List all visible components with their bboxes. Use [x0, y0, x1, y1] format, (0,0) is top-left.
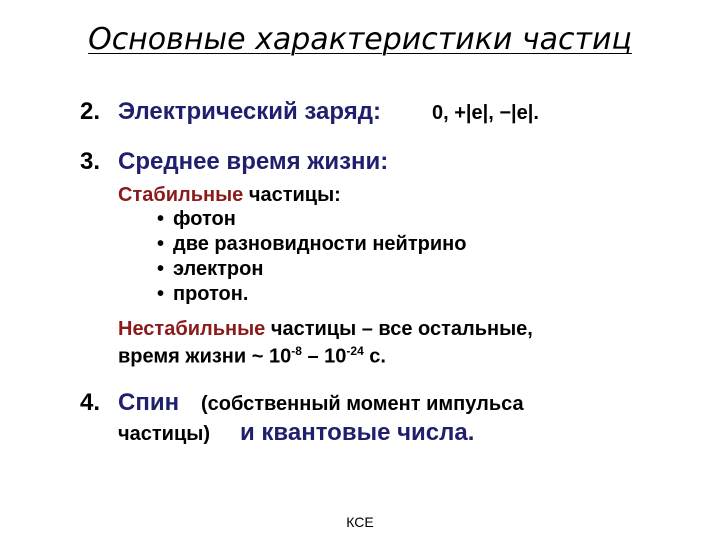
item-4-label: Спин — [118, 389, 180, 416]
spin-note-1: (собственный момент импульса — [201, 393, 524, 415]
stable-rest: частицы: — [243, 184, 341, 206]
exponent-1: -8 — [291, 344, 302, 358]
bullet-dot: • — [157, 233, 165, 255]
unstable-heading — [118, 318, 533, 341]
bullet-dot: • — [157, 258, 165, 280]
quantum-numbers: и квантовые числа. — [240, 419, 475, 446]
time-unit: с. — [363, 345, 386, 368]
exponent-2: -24 — [346, 344, 364, 358]
bullet-dot: • — [157, 208, 165, 230]
item-3-label: Среднее время жизни: — [118, 148, 389, 175]
stable-item: две разновидности нейтрино — [173, 233, 467, 255]
range-dash: – — [301, 345, 325, 368]
lifetime-line — [118, 344, 386, 369]
stable-word: Стабильные — [118, 184, 244, 206]
slide-title: Основные характеристики частиц — [88, 22, 632, 57]
item-4-number: 4. — [80, 389, 101, 416]
stable-heading — [118, 184, 341, 207]
item-2-values: 0, +|e|, −|e|. — [432, 102, 539, 124]
spin-note-2: частицы) — [118, 423, 210, 445]
item-3-number: 3. — [80, 148, 101, 175]
item-2-label: Электрический заряд: — [118, 98, 381, 125]
stable-item: фотон — [173, 208, 236, 230]
stable-item: электрон — [173, 258, 264, 280]
stable-item: протон. — [173, 283, 249, 305]
unstable-rest: частицы – все остальные, — [265, 318, 533, 340]
footer-label: КСЕ — [346, 514, 374, 530]
base-2: 10 — [324, 345, 347, 368]
bullet-dot: • — [157, 283, 165, 305]
item-2-number: 2. — [80, 98, 101, 125]
unstable-word: Нестабильные — [118, 318, 266, 340]
lifetime-prefix: время жизни ~ 10 — [118, 345, 292, 368]
